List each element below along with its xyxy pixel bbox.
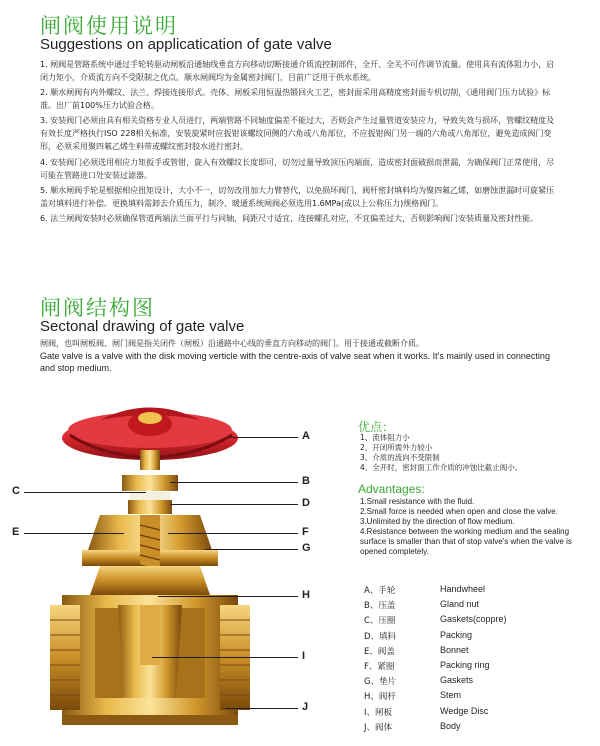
parts-row [364,675,507,690]
parts-row [364,630,507,645]
structure-desc-en: Gate valve is a valve with the disk moving verticle with the centre-axis of valve seat when it works. It's mainly used in connecting and stop medium. [40,351,550,373]
usage-item-3: 3. 安装阀门必须由具有相关资格专业人员进行，两端管路不同轴度偏差不能过大，否则会产生过量管道安装应力，导致失效与损坏，管螺纹精度及有效长度严格执行ISO 228相关标准，安装旋紧时应扳钳该螺纹同侧的六角或八角部位，不应扳钳阀门另一端的六角或八角部位，避免造成阀门变形，必须采用聚四氟乙烯生料带或螺纹密封胶水进行密封。 [40,116,555,151]
parts-row [364,706,507,721]
part-en: Bonnet [440,644,469,655]
advantages-list-cn [360,433,522,473]
part-cn: D、填料 [364,631,397,642]
callout-i: I [302,650,306,662]
parts-row [364,690,507,705]
advantage-item-cn: 4、全开时，密封面工作介质的冲蚀比截止阀小。 [360,463,523,472]
callout-g: G [302,542,311,554]
usage-item-4: 4. 安装阀门必须选用相应力矩扳手或管钳，旋入有效螺纹长度即可，切勿过量导致顶压内端面，造成密封面破损而泄漏，为确保阀门正常使用，尽可能在管路进口处安装过滤器。 [40,158,555,180]
parts-row [364,599,507,614]
structure-title-cn: 闸阀结构图 [40,296,155,320]
callout-b: B [302,475,310,487]
callout-j: J [302,701,309,713]
advantages-title-en: Advantages: [358,482,425,496]
parts-legend [364,584,507,736]
parts-row [364,645,507,660]
part-en: Body [440,720,461,731]
part-en: Gland nut [440,599,480,610]
callout-f: F [302,526,309,538]
advantage-item-cn: 1、流体阻力小 [360,433,410,442]
advantage-item-en: 3.Unlimited by the direction of flow medium. [360,517,515,526]
part-cn: H、阀杆 [364,692,396,703]
advantage-item-cn: 2、开闭所需外力较小 [360,443,433,452]
parts-row [364,660,507,675]
usage-item-6: 6. 法兰闸阀安装时必须确保管道两端法兰面平行与同轴，间距尺寸适宜，连接螺孔对应，不宜偏差过大，否则影响阀门安装质量及密封性能。 [40,214,539,223]
part-en: Packing ring [440,659,490,670]
parts-row [364,614,507,629]
part-en: Packing [440,629,473,640]
part-cn: G、垫片 [364,677,397,688]
advantages-list-en [360,497,590,557]
part-cn: F、紧圈 [364,661,395,672]
callout-a: A [302,430,310,442]
part-cn: I、闸板 [364,707,393,718]
advantage-item-en: 2.Small force is needed when open and close the valve. [360,507,558,516]
usage-title-cn: 闸阀使用说明 [40,14,178,38]
callout-c: C [12,485,20,497]
part-en: Wedge Disc [440,705,489,716]
part-cn: C、压圈 [364,616,396,627]
part-en: Gaskets(coppre) [440,614,507,625]
gate-valve-illustration [0,380,350,746]
callout-e: E [12,526,20,538]
parts-row [364,721,507,736]
part-en: Stem [440,690,462,701]
structure-desc-cn: 闸阀，也叫闸板阀、闸门阀是指关闭件（闸板）沿通路中心线的垂直方向移动的阀门。用于接通或截断介质。 [40,339,424,348]
part-cn: B、压盖 [364,601,396,612]
usage-item-5: 5. 顺水闸阀手轮是根据相应扭矩设计，大小不一，切勿改用加大力臂替代，以免损坏阀门，阀杆密封填料均为聚四氟乙烯，如磨蚀泄漏时可旋紧压盖对填料进行补偿。更换填料需卸去介质压力，制冷、暖通系统闸阀必须选用1.6MPa(或以上公称压力)规格阀门。 [40,186,555,208]
part-cn: E、阀盖 [364,646,395,657]
advantage-item-cn: 3、介质的流向不受限制 [360,453,440,462]
usage-item-1: 1. 闸阀是管路系统中通过手轮转驱动闸板沿通轴线垂直方向移动切断接通介质流控制部件，全开、全关不可作调节流量。使用具有流体阻力小，启闭力矩小，介质流方向不受限制之优点。顺水闸阀均为金属密封阀门，目前广泛用于供水系统。 [40,60,555,82]
part-cn: A、手轮 [364,586,396,596]
part-cn: J、阀体 [364,722,393,733]
callout-h: H [302,589,310,601]
structure-title-en: Sectonal drawing of gate valve [40,318,245,335]
part-en: Gaskets [440,675,474,686]
parts-row [364,584,507,599]
advantages-title-cn: 优点： [358,420,395,434]
advantage-item-en: 4.Resistance between the working medium and the sealing surface is smaller than that of stop valve's when the valve is opened completely. [360,527,572,556]
part-en: Handwheel [440,584,486,594]
callout-d: D [302,497,310,509]
usage-item-2: 2. 顺水闸阀有内外螺纹、法兰、焊接连接形式。壳体、闸板采用恒温热锻回火工艺，密封面采用高精度密封面专机切削，《通用阀门压力试验》标准。出厂前100%压力试验合格。 [40,88,551,110]
advantage-item-en: 1.Small resistance with the fluid. [360,497,475,506]
usage-title-en: Suggestions on applicatication of gate valve [40,36,332,53]
